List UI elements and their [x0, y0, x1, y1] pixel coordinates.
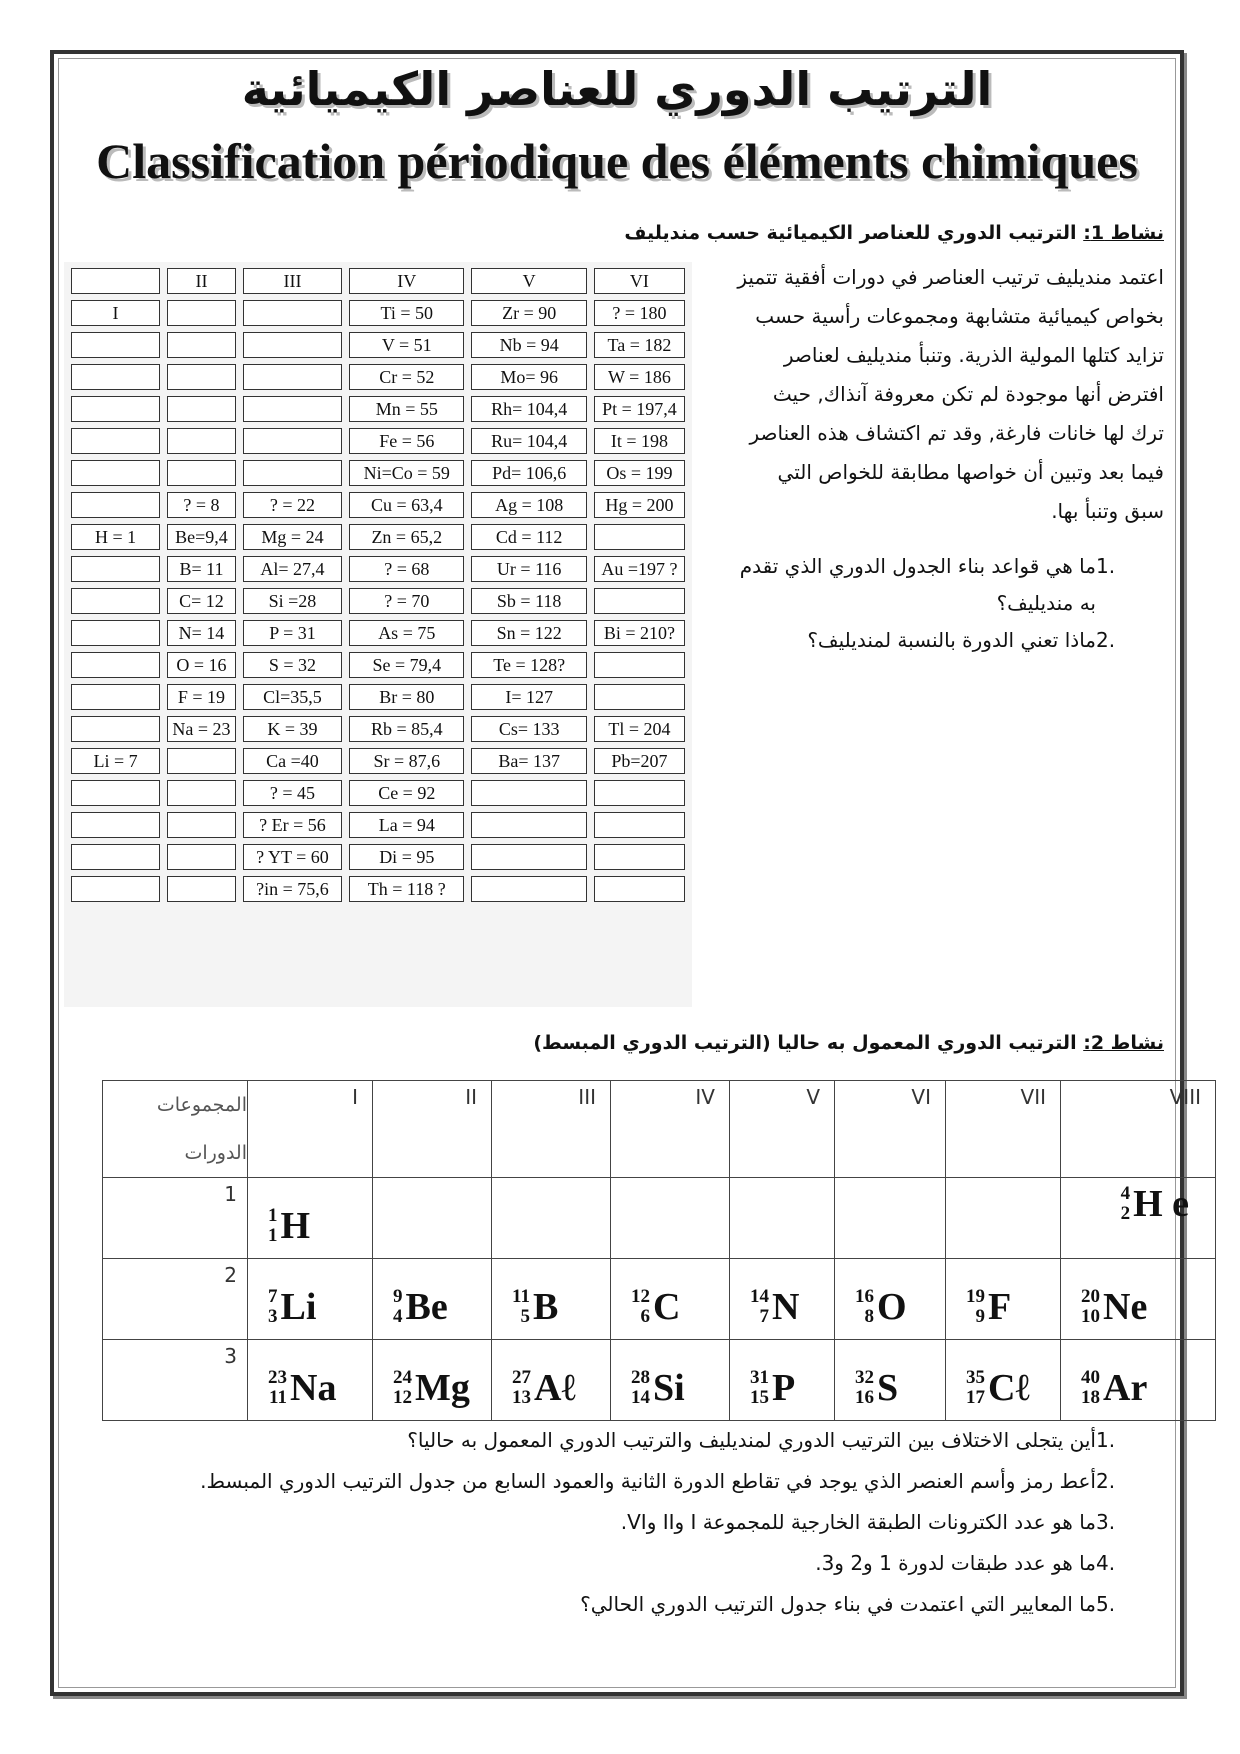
- mendeleev-row: [71, 748, 685, 774]
- activity2-label: نشاط 2:: [1083, 1032, 1164, 1054]
- atomic-number: 9: [975, 1306, 985, 1327]
- element-cell: [730, 1340, 835, 1421]
- mendeleev-cell: [167, 844, 236, 870]
- mendeleev-row: [71, 876, 685, 902]
- element-symbol-group: [750, 1366, 795, 1410]
- period-number: 2: [224, 1263, 237, 1287]
- mass-number: 35: [966, 1367, 985, 1388]
- mendeleev-cell: [71, 588, 160, 614]
- empty-cell: [492, 1178, 611, 1259]
- mendeleev-cell: [243, 332, 342, 358]
- element-cell: [492, 1259, 611, 1340]
- element-symbol-group: [966, 1285, 1011, 1329]
- mass-number: 32: [855, 1367, 874, 1388]
- mendeleev-cell: Cu = 63,4: [349, 492, 464, 518]
- mendeleev-cell: [71, 332, 160, 358]
- mendeleev-cell: I: [71, 300, 160, 326]
- atomic-number: 6: [640, 1306, 650, 1327]
- mendeleev-cell: [71, 396, 160, 422]
- mendeleev-cell: Pd= 106,6: [471, 460, 586, 486]
- mendeleev-row: [71, 332, 685, 358]
- mendeleev-cell: F = 19: [167, 684, 236, 710]
- mendeleev-cell: W = 186: [594, 364, 685, 390]
- modern-periodic-table: [102, 1080, 1216, 1421]
- mendeleev-row: [71, 428, 685, 454]
- mendeleev-cell: [167, 300, 236, 326]
- element-symbol: C: [653, 1286, 681, 1328]
- mendeleev-cell: It = 198: [594, 428, 685, 454]
- group-header: VIII: [1061, 1081, 1216, 1178]
- atomic-number: 12: [393, 1387, 412, 1408]
- element-symbol: Be: [405, 1286, 448, 1328]
- mendeleev-cell: Pb=207: [594, 748, 685, 774]
- element-symbol-group: [631, 1285, 680, 1329]
- mass-number: 27: [512, 1367, 531, 1388]
- element-symbol-group: [750, 1285, 799, 1329]
- atomic-number: 14: [631, 1387, 650, 1408]
- atomic-number: 8: [864, 1306, 874, 1327]
- question-text: ما هي قواعد بناء الجدول الدوري الذي تقدم به منديليف؟: [739, 554, 1096, 615]
- mendeleev-cell: [167, 332, 236, 358]
- question-text: ما هو عدد طبقات لدورة 1 و2 و3.: [815, 1551, 1096, 1575]
- mendeleev-row: [71, 524, 685, 550]
- question-item: [124, 1543, 1134, 1584]
- mendeleev-cell: Al= 27,4: [243, 556, 342, 582]
- element-symbol: Si: [653, 1367, 685, 1409]
- period-row: [103, 1178, 1216, 1259]
- question-number: 5.: [1096, 1592, 1116, 1616]
- mendeleev-cell: Rb = 85,4: [349, 716, 464, 742]
- mendeleev-cell: Os = 199: [594, 460, 685, 486]
- mendeleev-cell: [167, 364, 236, 390]
- element-symbol-group: [393, 1366, 470, 1410]
- activity1-paragraph: اعتمد منديليف ترتيب العناصر في دورات أفقية تتميز بخواص كيميائية متشابهة ومجموعات رأسية حسب تزايد كتلها المولية الذرية. وتنبأ منديليف لعناصر افترض أنها موجودة لم تكن معروفة آنذاك, حيث ترك لها خانات فارغة, وقد تم اكتشاف هذه العناصر فيما بعد وتبين أن خواصها مطابقة للخواص التي سبق وتنبأ بها.: [737, 265, 1164, 523]
- element-cell: [946, 1259, 1061, 1340]
- mendeleev-cell: Si =28: [243, 588, 342, 614]
- mendeleev-cell: Ur = 116: [471, 556, 586, 582]
- element-symbol-group: [393, 1285, 448, 1329]
- corner-periods-label: الدورات: [184, 1142, 247, 1164]
- mendeleev-cell: [471, 844, 586, 870]
- mendeleev-cell: [594, 844, 685, 870]
- element-symbol: O: [877, 1286, 907, 1328]
- question-item: [124, 1461, 1134, 1502]
- mendeleev-cell: K = 39: [243, 716, 342, 742]
- element-symbol: Cℓ: [988, 1367, 1030, 1409]
- question-item: [124, 1584, 1134, 1625]
- atomic-number: 5: [520, 1306, 530, 1327]
- mendeleev-cell: [594, 876, 685, 902]
- element-symbol: Mg: [415, 1367, 470, 1409]
- mendeleev-cell: Hg = 200: [594, 492, 685, 518]
- atomic-number: 4: [393, 1306, 403, 1327]
- atomic-number: 10: [1081, 1306, 1100, 1327]
- element-symbol-group: [512, 1366, 576, 1410]
- element-cell: [611, 1259, 730, 1340]
- element-symbol-group: [512, 1285, 558, 1329]
- group-header: V: [730, 1081, 835, 1178]
- empty-cell: [835, 1178, 946, 1259]
- mendeleev-cell: [71, 268, 160, 294]
- element-cell: [946, 1340, 1061, 1421]
- atomic-number: 11: [269, 1387, 287, 1408]
- element-symbol-group: [268, 1366, 336, 1410]
- question-number: 2.: [1096, 1469, 1116, 1493]
- mass-number: 28: [631, 1367, 650, 1388]
- element-symbol-group: [268, 1285, 316, 1329]
- question-item: [734, 622, 1134, 659]
- mendeleev-cell: Be=9,4: [167, 524, 236, 550]
- mendeleev-row: [71, 492, 685, 518]
- element-symbol: N: [772, 1286, 800, 1328]
- mendeleev-cell: Zn = 65,2: [349, 524, 464, 550]
- mendeleev-cell: [71, 652, 160, 678]
- element-cell: [611, 1340, 730, 1421]
- mendeleev-row: [71, 684, 685, 710]
- element-cell: [248, 1340, 373, 1421]
- period-number: 3: [224, 1344, 237, 1368]
- mendeleev-cell: Sr = 87,6: [349, 748, 464, 774]
- question-text: ماذا تعني الدورة بالنسبة لمنديليف؟: [807, 628, 1096, 652]
- empty-cell: [946, 1178, 1061, 1259]
- mendeleev-cell: Cs= 133: [471, 716, 586, 742]
- element-cell: [1061, 1178, 1216, 1259]
- mendeleev-cell: [167, 460, 236, 486]
- activity1-title: الترتيب الدوري للعناصر الكيميائية حسب منديليف: [624, 222, 1084, 244]
- mass-number: 9: [393, 1286, 403, 1307]
- mendeleev-cell: II: [167, 268, 236, 294]
- mendeleev-cell: [71, 364, 160, 390]
- atomic-number: 2: [1120, 1203, 1131, 1224]
- group-header: VII: [946, 1081, 1061, 1178]
- element-symbol: H e: [1133, 1183, 1189, 1225]
- mendeleev-row: [71, 716, 685, 742]
- activity2-title: الترتيب الدوري المعمول به حاليا (الترتيب الدوري المبسط): [533, 1032, 1084, 1054]
- period-cell: [103, 1259, 248, 1340]
- mendeleev-cell: Ag = 108: [471, 492, 586, 518]
- mendeleev-header-row: [71, 268, 685, 294]
- mendeleev-cell: Ni=Co = 59: [349, 460, 464, 486]
- element-cell: [1061, 1259, 1216, 1340]
- mass-number: 40: [1081, 1367, 1100, 1388]
- mendeleev-cell: Mn = 55: [349, 396, 464, 422]
- mendeleev-row: [71, 588, 685, 614]
- group-header: III: [492, 1081, 611, 1178]
- element-symbol: Ne: [1103, 1286, 1148, 1328]
- mendeleev-cell: [71, 716, 160, 742]
- mendeleev-cell: [471, 876, 586, 902]
- mendeleev-cell: V = 51: [349, 332, 464, 358]
- mendeleev-cell: [71, 812, 160, 838]
- mendeleev-cell: [594, 812, 685, 838]
- mendeleev-cell: [71, 844, 160, 870]
- group-header: II: [373, 1081, 492, 1178]
- group-header: I: [248, 1081, 373, 1178]
- period-cell: [103, 1178, 248, 1259]
- mendeleev-cell: Bi = 210?: [594, 620, 685, 646]
- mendeleev-cell: [71, 460, 160, 486]
- mendeleev-row: [71, 844, 685, 870]
- question-text: ما المعايير التي اعتمدت في بناء جدول الترتيب الدوري الحالي؟: [580, 1592, 1096, 1616]
- mendeleev-cell: Di = 95: [349, 844, 464, 870]
- mendeleev-cell: [594, 684, 685, 710]
- question-item: [734, 548, 1134, 622]
- mendeleev-cell: Ta = 182: [594, 332, 685, 358]
- mendeleev-cell: Th = 118 ?: [349, 876, 464, 902]
- mendeleev-cell: [71, 780, 160, 806]
- mendeleev-cell: C= 12: [167, 588, 236, 614]
- mendeleev-cell: H = 1: [71, 524, 160, 550]
- mendeleev-cell: Cl=35,5: [243, 684, 342, 710]
- mendeleev-cell: ? = 45: [243, 780, 342, 806]
- period-cell: [103, 1340, 248, 1421]
- mendeleev-cell: ? = 70: [349, 588, 464, 614]
- mendeleev-cell: ? = 8: [167, 492, 236, 518]
- question-number: 1.: [1096, 554, 1116, 578]
- mendeleev-cell: Ti = 50: [349, 300, 464, 326]
- mendeleev-cell: Te = 128?: [471, 652, 586, 678]
- mendeleev-cell: [594, 524, 685, 550]
- mass-number: 19: [966, 1286, 985, 1307]
- activity1-label: نشاط 1:: [1083, 222, 1164, 244]
- mendeleev-cell: Au =197 ?: [594, 556, 685, 582]
- mendeleev-cell: P = 31: [243, 620, 342, 646]
- mendeleev-cell: Sn = 122: [471, 620, 586, 646]
- element-symbol: Ar: [1103, 1367, 1148, 1409]
- element-symbol-group: [855, 1366, 898, 1410]
- mendeleev-cell: Ba= 137: [471, 748, 586, 774]
- element-symbol-group: [1081, 1285, 1147, 1329]
- element-cell: [248, 1259, 373, 1340]
- element-symbol: Aℓ: [534, 1367, 576, 1409]
- mendeleev-row: [71, 780, 685, 806]
- period-row: [103, 1340, 1216, 1421]
- mendeleev-cell: [71, 876, 160, 902]
- mendeleev-row: [71, 460, 685, 486]
- element-cell: [730, 1259, 835, 1340]
- mendeleev-cell: N= 14: [167, 620, 236, 646]
- mendeleev-row: [71, 396, 685, 422]
- element-cell: [492, 1340, 611, 1421]
- question-text: ما هو عدد الكترونات الطبقة الخارجية للمجموعة I وII وVI.: [620, 1510, 1096, 1534]
- atomic-number: 1: [268, 1225, 278, 1246]
- mendeleev-row: [71, 812, 685, 838]
- mendeleev-cell: Nb = 94: [471, 332, 586, 358]
- element-symbol-group: [1121, 1182, 1189, 1226]
- mendeleev-row: [71, 300, 685, 326]
- period-row: [103, 1259, 1216, 1340]
- element-cell: [373, 1259, 492, 1340]
- mendeleev-cell: As = 75: [349, 620, 464, 646]
- mendeleev-cell: V: [471, 268, 586, 294]
- mendeleev-cell: I= 127: [471, 684, 586, 710]
- mendeleev-cell: La = 94: [349, 812, 464, 838]
- activity2-heading: [364, 1032, 1164, 1054]
- mendeleev-cell: [243, 396, 342, 422]
- mendeleev-cell: S = 32: [243, 652, 342, 678]
- mendeleev-cell: Rh= 104,4: [471, 396, 586, 422]
- element-symbol-group: [268, 1204, 310, 1248]
- mendeleev-cell: Mo= 96: [471, 364, 586, 390]
- atomic-number: 17: [966, 1387, 985, 1408]
- mendeleev-cell: [167, 780, 236, 806]
- element-symbol: H: [280, 1205, 311, 1247]
- mendeleev-cell: Ru= 104,4: [471, 428, 586, 454]
- mendeleev-cell: [167, 396, 236, 422]
- mendeleev-row: [71, 620, 685, 646]
- element-symbol: B: [532, 1286, 559, 1328]
- mendeleev-cell: [167, 812, 236, 838]
- mendeleev-cell: ? = 180: [594, 300, 685, 326]
- mendeleev-cell: [243, 300, 342, 326]
- mendeleev-cell: [71, 620, 160, 646]
- mendeleev-cell: Na = 23: [167, 716, 236, 742]
- mendeleev-cell: Br = 80: [349, 684, 464, 710]
- question-text: أعط رمز وأسم العنصر الذي يوجد في تقاطع الدورة الثانية والعمود السابع من جدول الترتيب الدوري المبسط.: [200, 1469, 1096, 1493]
- mendeleev-cell: [167, 748, 236, 774]
- mendeleev-cell: [243, 364, 342, 390]
- mass-number: 7: [268, 1286, 278, 1307]
- mendeleev-cell: ? Er = 56: [243, 812, 342, 838]
- mendeleev-cell: Cr = 52: [349, 364, 464, 390]
- mendeleev-cell: Ca =40: [243, 748, 342, 774]
- mendeleev-cell: Cd = 112: [471, 524, 586, 550]
- mendeleev-cell: IV: [349, 268, 464, 294]
- mendeleev-cell: [243, 460, 342, 486]
- mendeleev-cell: [71, 492, 160, 518]
- mass-number: 31: [750, 1367, 769, 1388]
- mass-number: 20: [1081, 1286, 1100, 1307]
- question-text: أين يتجلى الاختلاف بين الترتيب الدوري لمنديليف والترتيب الدوري المعمول به حاليا؟: [407, 1428, 1096, 1452]
- element-symbol-group: [855, 1285, 907, 1329]
- mendeleev-cell: Tl = 204: [594, 716, 685, 742]
- mendeleev-cell: ?in = 75,6: [243, 876, 342, 902]
- mendeleev-cell: [594, 780, 685, 806]
- element-cell: [248, 1178, 373, 1259]
- mendeleev-cell: [71, 556, 160, 582]
- question-number: 2.: [1096, 628, 1116, 652]
- mendeleev-cell: [243, 428, 342, 454]
- mendeleev-cell: Se = 79,4: [349, 652, 464, 678]
- title-arabic: الترتيب الدوري للعناصر الكيميائية: [241, 62, 993, 116]
- element-symbol-group: [966, 1366, 1030, 1410]
- mendeleev-cell: [71, 428, 160, 454]
- mass-number: 11: [512, 1286, 530, 1307]
- atomic-number: 7: [759, 1306, 769, 1327]
- group-header: VI: [835, 1081, 946, 1178]
- question-number: 1.: [1096, 1428, 1116, 1452]
- element-cell: [835, 1259, 946, 1340]
- mendeleev-cell: B= 11: [167, 556, 236, 582]
- mass-number: 23: [268, 1367, 287, 1388]
- mass-number: 12: [631, 1286, 650, 1307]
- atomic-number: 18: [1081, 1387, 1100, 1408]
- element-symbol: Li: [280, 1286, 317, 1328]
- element-symbol-group: [1081, 1366, 1147, 1410]
- title-french: Classification périodique des éléments chimiques: [96, 133, 1138, 189]
- activity1-questions: [734, 548, 1134, 659]
- mendeleev-cell: Fe = 56: [349, 428, 464, 454]
- atomic-number: 15: [750, 1387, 769, 1408]
- mendeleev-row: [71, 364, 685, 390]
- mendeleev-cell: Zr = 90: [471, 300, 586, 326]
- empty-cell: [730, 1178, 835, 1259]
- empty-cell: [373, 1178, 492, 1259]
- mendeleev-cell: VI: [594, 268, 685, 294]
- period-number: 1: [224, 1182, 237, 1206]
- mendeleev-cell: ? = 68: [349, 556, 464, 582]
- element-symbol: Na: [290, 1367, 337, 1409]
- mendeleev-cell: Sb = 118: [471, 588, 586, 614]
- question-item: [124, 1502, 1134, 1543]
- mendeleev-cell: ? = 22: [243, 492, 342, 518]
- group-header: IV: [611, 1081, 730, 1178]
- mendeleev-table: [64, 262, 692, 1007]
- mendeleev-cell: [167, 876, 236, 902]
- mendeleev-cell: ? YT = 60: [243, 844, 342, 870]
- element-symbol: S: [877, 1367, 899, 1409]
- mendeleev-cell: [594, 588, 685, 614]
- mendeleev-cell: Li = 7: [71, 748, 160, 774]
- corner-cell: [103, 1081, 248, 1178]
- mendeleev-row: [71, 652, 685, 678]
- mass-number: 16: [855, 1286, 874, 1307]
- mendeleev-cell: Mg = 24: [243, 524, 342, 550]
- activity2-questions: [124, 1420, 1134, 1625]
- mendeleev-cell: [167, 428, 236, 454]
- modern-header-row: [103, 1081, 1216, 1178]
- mass-number: 24: [393, 1367, 412, 1388]
- question-number: 3.: [1096, 1510, 1116, 1534]
- mendeleev-cell: Ce = 92: [349, 780, 464, 806]
- mendeleev-cell: [471, 780, 586, 806]
- mendeleev-cell: [594, 652, 685, 678]
- element-symbol: P: [772, 1367, 796, 1409]
- mass-number: 1: [268, 1205, 278, 1226]
- element-cell: [373, 1340, 492, 1421]
- mendeleev-row: [71, 556, 685, 582]
- element-symbol-group: [631, 1366, 685, 1410]
- mendeleev-cell: Pt = 197,4: [594, 396, 685, 422]
- mass-number: 4: [1120, 1183, 1131, 1204]
- empty-cell: [611, 1178, 730, 1259]
- element-cell: [1061, 1340, 1216, 1421]
- element-cell: [835, 1340, 946, 1421]
- corner-groups-label: المجموعات: [156, 1094, 247, 1116]
- question-item: [124, 1420, 1134, 1461]
- mass-number: 14: [750, 1286, 769, 1307]
- activity1-heading: [464, 222, 1164, 244]
- atomic-number: 13: [512, 1387, 531, 1408]
- atomic-number: 3: [268, 1306, 278, 1327]
- element-symbol: F: [988, 1286, 1012, 1328]
- mendeleev-cell: [71, 684, 160, 710]
- atomic-number: 16: [855, 1387, 874, 1408]
- mendeleev-cell: [471, 812, 586, 838]
- mendeleev-cell: III: [243, 268, 342, 294]
- mendeleev-cell: O = 16: [167, 652, 236, 678]
- question-number: 4.: [1096, 1551, 1116, 1575]
